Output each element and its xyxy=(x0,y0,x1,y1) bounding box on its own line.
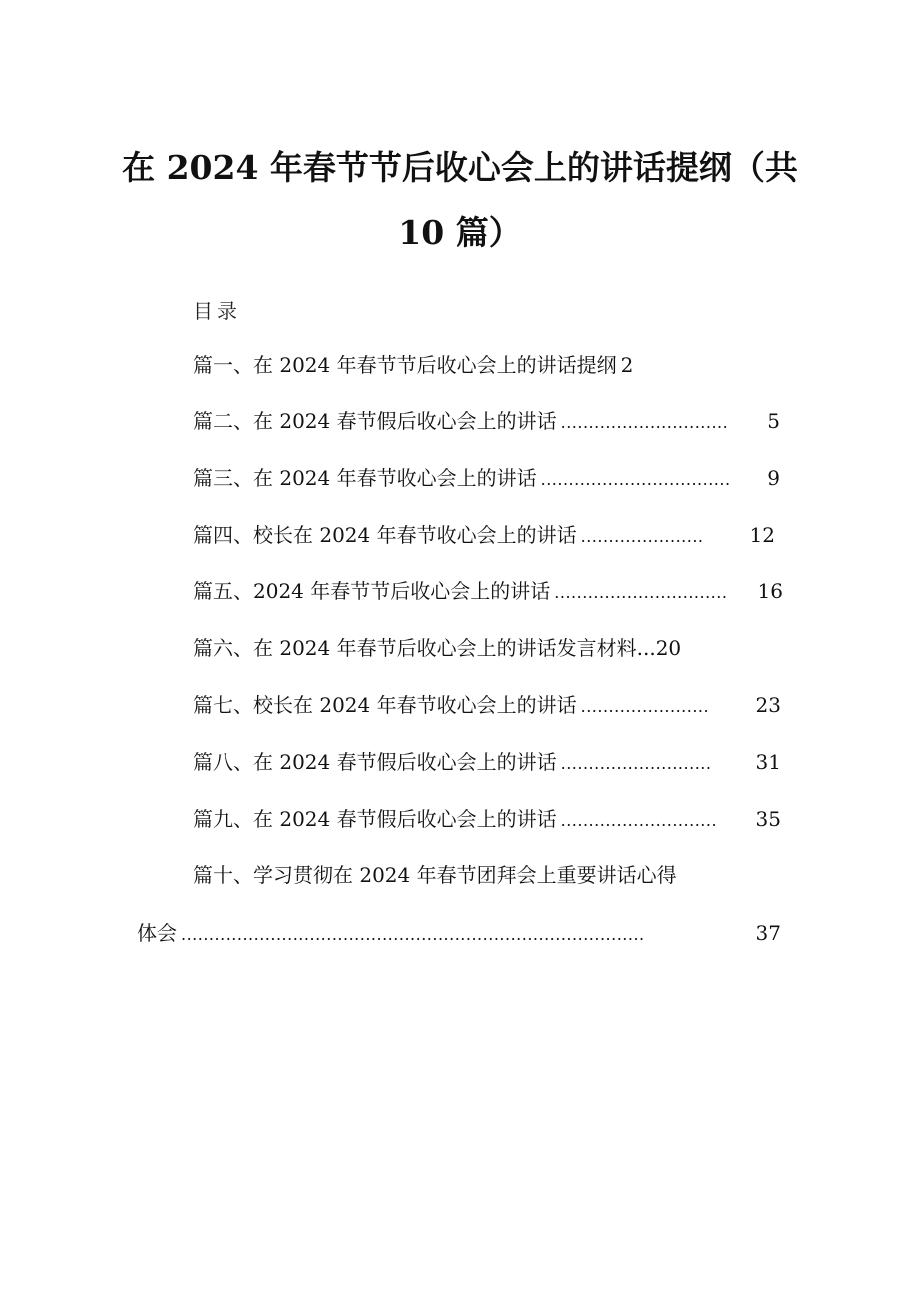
toc-entry-5[interactable] xyxy=(193,578,783,604)
toc-entry-6[interactable] xyxy=(193,635,681,661)
toc-entry-label: 篇二、在 2024 春节假后收心会上的讲话 xyxy=(193,409,557,433)
toc-entry-leader: ...................... xyxy=(580,527,704,546)
toc-entry-10[interactable] xyxy=(193,862,677,888)
toc-entry-page: 2 xyxy=(620,353,634,377)
toc-entry-10-continuation[interactable] xyxy=(137,920,781,946)
toc-entry-2[interactable] xyxy=(193,408,780,434)
toc-entry-7[interactable] xyxy=(193,692,781,718)
toc-entry-page: 37 xyxy=(755,921,781,945)
toc-entry-8[interactable] xyxy=(193,749,781,775)
toc-entry-page: 23 xyxy=(755,693,781,717)
toc-entry-label: 篇五、2024 年春节节后收心会上的讲话 xyxy=(193,579,551,603)
toc-entry-leader: ............................... xyxy=(554,583,728,602)
toc-entry-page: 35 xyxy=(755,807,781,831)
toc-entry-label: 篇九、在 2024 春节假后收心会上的讲话 xyxy=(193,807,557,831)
toc-entry-label: 篇三、在 2024 年春节收心会上的讲话 xyxy=(193,466,537,490)
toc-entry-page: 12 xyxy=(749,523,775,547)
toc-entry-label: 篇四、校长在 2024 年春节收心会上的讲话 xyxy=(193,523,577,547)
toc-entry-page: 31 xyxy=(755,750,781,774)
toc-entry-label: 体会 xyxy=(137,921,177,945)
toc-entry-label: 篇八、在 2024 春节假后收心会上的讲话 xyxy=(193,750,557,774)
toc-entry-label: 篇七、校长在 2024 年春节收心会上的讲话 xyxy=(193,693,577,717)
toc-heading: 目录 xyxy=(193,299,241,323)
document-title-line-1: 在 2024 年春节节后收心会上的讲话提纲（共 xyxy=(122,148,798,187)
toc-entry-leader: .................................. xyxy=(540,470,731,489)
toc-entry-leader: ....................... xyxy=(580,697,710,716)
toc-entry-1[interactable] xyxy=(193,352,633,378)
toc-entry-label: 篇十、学习贯彻在 2024 年春节团拜会上重要讲话心得 xyxy=(193,863,677,887)
toc-entry-page: 16 xyxy=(757,579,783,603)
toc-entry-4[interactable] xyxy=(193,522,775,548)
toc-entry-leader: ................................................................................... xyxy=(181,925,645,944)
toc-entry-3[interactable] xyxy=(193,465,780,491)
toc-entry-page: 9 xyxy=(767,466,780,490)
toc-entry-page: 5 xyxy=(767,409,780,433)
toc-entry-leader: ........................... xyxy=(560,754,712,773)
toc-entry-9[interactable] xyxy=(193,806,781,832)
toc-entry-label: 篇六、在 2024 年春节后收心会上的讲话发言材料 xyxy=(193,636,637,660)
toc-entry-leader: .............................. xyxy=(560,413,729,432)
toc-entry-leader: ... xyxy=(636,636,656,660)
document-title-line-2: 10 篇） xyxy=(398,213,522,252)
toc-entry-page: 20 xyxy=(655,636,682,660)
toc-entry-leader: ............................ xyxy=(560,811,718,830)
toc-entry-label: 篇一、在 2024 年春节节后收心会上的讲话提纲 xyxy=(193,353,617,377)
